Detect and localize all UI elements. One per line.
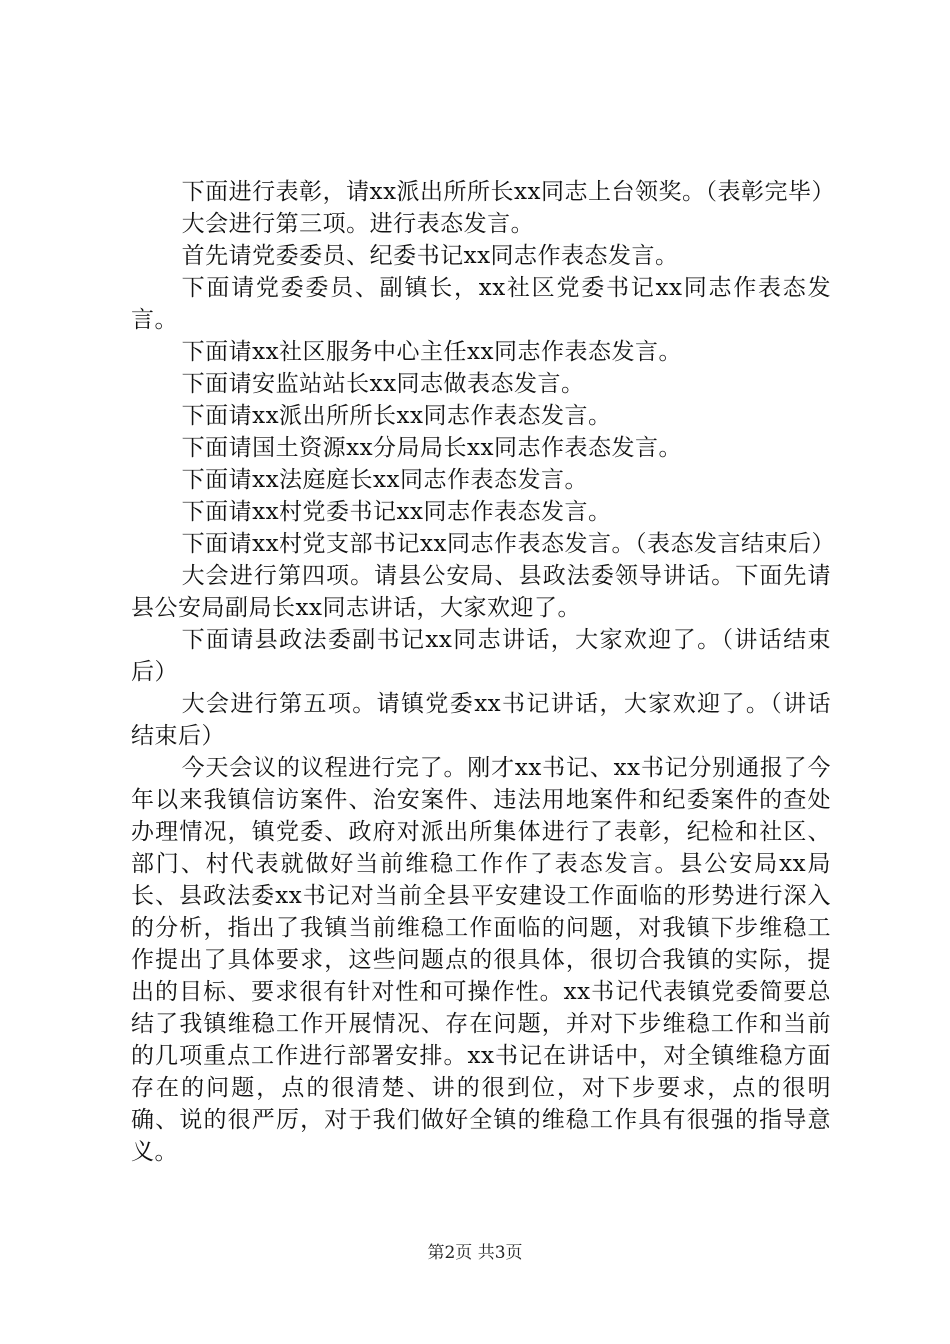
- paragraph-summary: 今天会议的议程进行完了。刚才xx书记、xx书记分别通报了今年以来我镇信访案件、治安案件、违法用地案件和纪委案件的查处办理情况，镇党委、政府对派出所集体进行了表彰，纪检和社区、部门、村代表就做好当前维稳工作作了表态发言。县公安局xx局长、县政法委xx书记对当前全县平安建设工作面临的形势进行深入的分析，指出了我镇当前维稳工作面临的问题，对我镇下步维稳工作提出了具体要求，这些问题点的很具体，很切合我镇的实际，提出的目标、要求很有针对性和可操作性。xx书记代表镇党委简要总结了我镇维稳工作开展情况、存在问题，并对下步维稳工作和当前的几项重点工作进行部署安排。xx书记在讲话中，对全镇维稳方面存在的问题，点的很清楚、讲的很到位，对下步要求，点的很明确、说的很严厉，对于我们做好全镇的维稳工作具有很强的指导意义。: [131, 755, 831, 1165]
- paragraph-item-five: 大会进行第五项。请镇党委xx书记讲话，大家欢迎了。（讲话结束后）: [131, 691, 831, 749]
- paragraph-speech-deputy-secretary: 下面请县政法委副书记xx同志讲话，大家欢迎了。（讲话结束后）: [131, 627, 831, 685]
- paragraph-commendation: 下面进行表彰，请xx派出所所长xx同志上台领奖。（表彰完毕）: [181, 179, 835, 205]
- paragraph-statement-3: 下面请xx社区服务中心主任xx同志作表态发言。: [181, 339, 682, 365]
- paragraph-statement-2: 下面请党委委员、副镇长，xx社区党委书记xx同志作表态发言。: [131, 275, 831, 333]
- paragraph-statement-6: 下面请国土资源xx分局局长xx同志作表态发言。: [181, 435, 682, 461]
- paragraph-statement-9: 下面请xx村党支部书记xx同志作表态发言。（表态发言结束后）: [181, 531, 835, 557]
- paragraph-statement-5: 下面请xx派出所所长xx同志作表态发言。: [181, 403, 612, 429]
- page-footer: 第2页 共3页: [427, 1243, 523, 1263]
- paragraph-statement-1: 首先请党委委员、纪委书记xx同志作表态发言。: [181, 243, 679, 269]
- paragraph-item-three: 大会进行第三项。进行表态发言。: [181, 211, 535, 237]
- paragraph-statement-7: 下面请xx法庭庭长xx同志作表态发言。: [181, 467, 588, 493]
- paragraph-item-four: 大会进行第四项。请县公安局、县政法委领导讲话。下面先请县公安局副局长xx同志讲话，大家欢迎了。: [131, 563, 831, 621]
- paragraph-statement-8: 下面请xx村党委书记xx同志作表态发言。: [181, 499, 612, 525]
- paragraph-statement-4: 下面请安监站站长xx同志做表态发言。: [181, 371, 585, 397]
- document-body: [131, 176, 835, 1168]
